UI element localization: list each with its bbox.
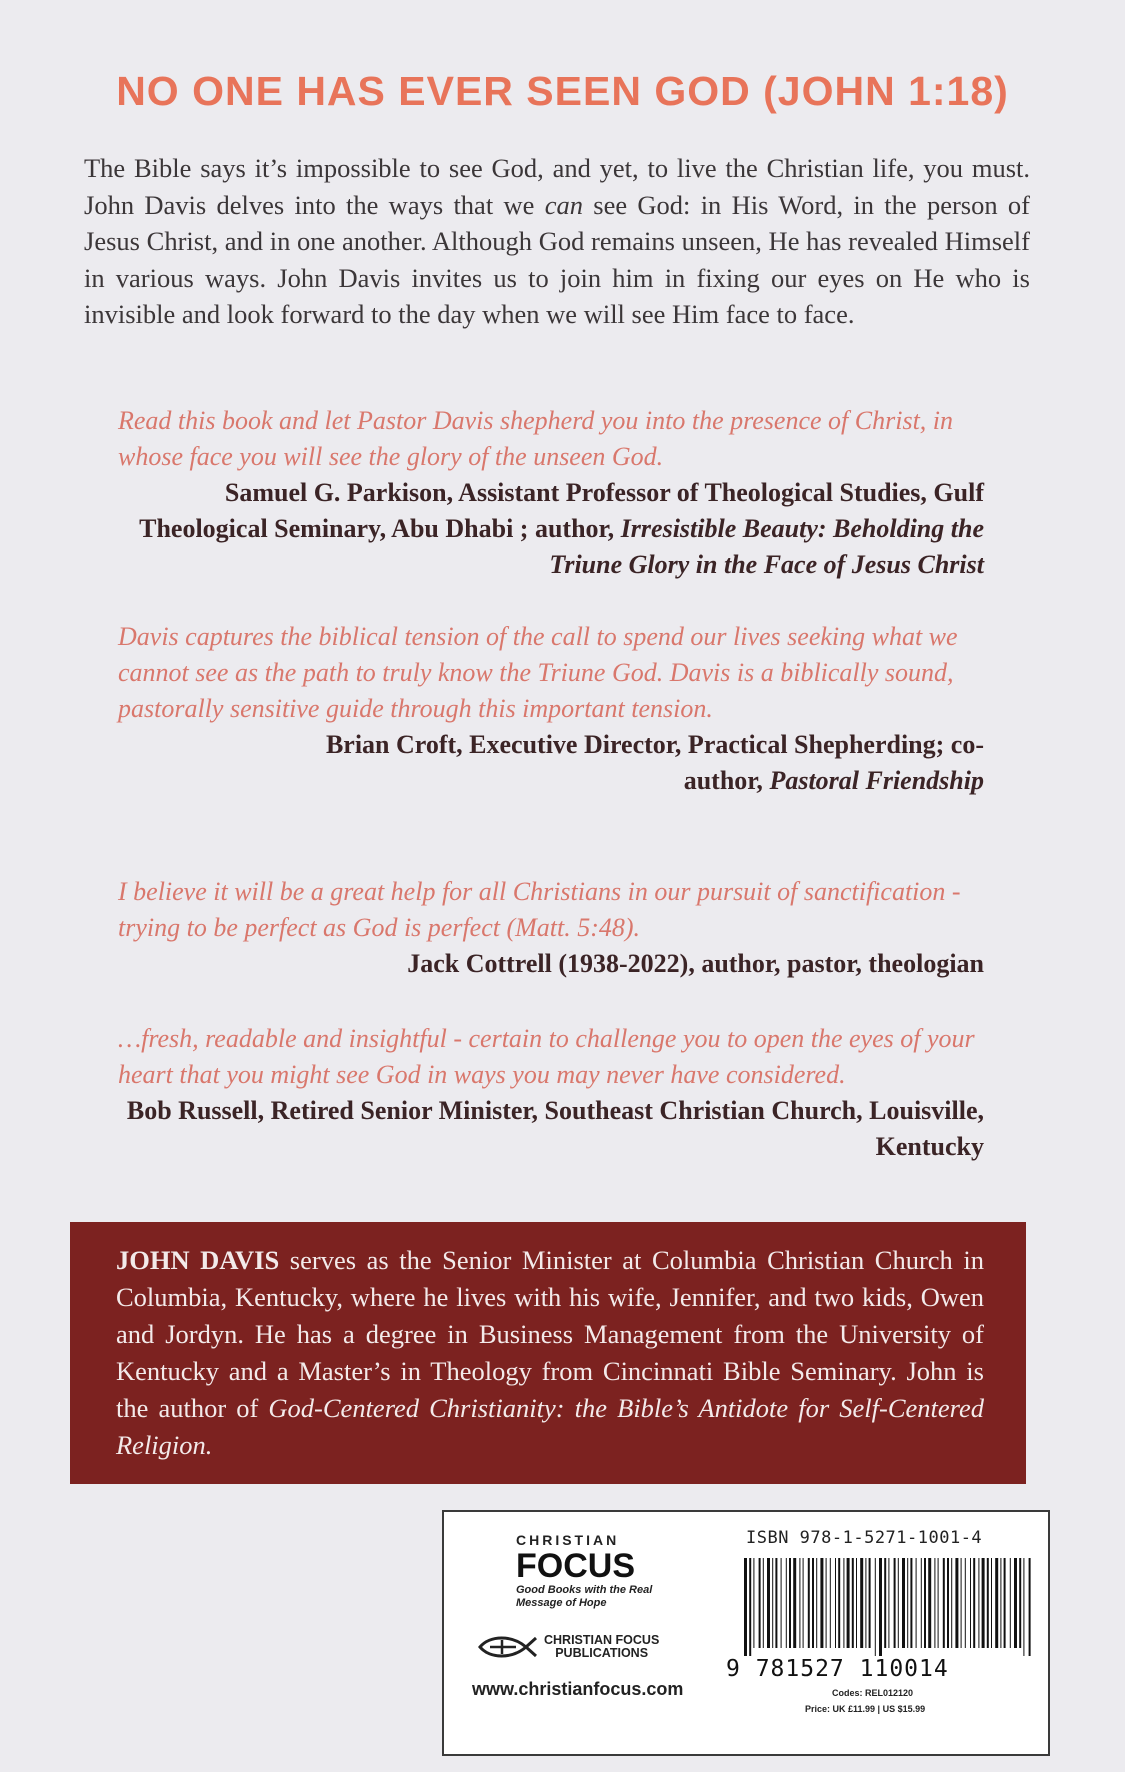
barcode-bar — [961, 1558, 962, 1648]
barcode-bar — [1010, 1558, 1011, 1648]
endorsement-4 — [118, 1021, 984, 1165]
endorsement-quote: Davis captures the biblical tension of the call to spend our lives seeking what we cannot see as the path to truly know the Triune God. Davis is a biblically sound, pastorally sensitive guide through this important tension. — [118, 622, 958, 723]
barcode-bar — [838, 1558, 840, 1648]
page-title: NO ONE HAS EVER SEEN GOD (JOHN 1:18) — [116, 68, 1009, 114]
isbn-label: ISBN 978-1-5271-1001-4 — [746, 1528, 983, 1548]
barcode-bar — [902, 1558, 905, 1648]
barcode-bar — [995, 1558, 998, 1648]
barcode-bar — [924, 1558, 926, 1648]
description-text-2: see God: in His Word, in the person of Jesus Christ, and in one another. Although God remains unseen, He has revealed Himself in various ways. John Davis invites us to join him in fixing our eyes on He who is invisible and look forward to the day when we will see Him face to face. — [84, 189, 1030, 329]
barcode-bar — [803, 1558, 804, 1648]
barcode-bar — [928, 1558, 931, 1648]
barcode-bar — [1000, 1558, 1001, 1648]
barcode-bar — [1029, 1558, 1031, 1656]
barcode-bar — [894, 1558, 896, 1648]
barcode-bar — [910, 1558, 912, 1648]
barcode-bar — [884, 1558, 886, 1648]
barcode-bar — [955, 1558, 958, 1648]
publisher-logo — [476, 1532, 686, 1610]
barcode-bar — [781, 1558, 782, 1648]
barcode-number: 9 781527 110014 — [726, 1656, 949, 1682]
barcode-bar — [965, 1558, 966, 1648]
endorsement-2 — [118, 619, 984, 799]
barcode-bar — [847, 1558, 850, 1648]
barcode-bar — [793, 1558, 796, 1648]
barcode-bar — [916, 1558, 917, 1648]
endorsement-quote: I believe it will be a great help for all Christians in our pursuit of sanctification - trying to be perfect as God is perfect (Matt. 5:48). — [118, 877, 961, 942]
endorsement-attribution: Samuel G. Parkison, Assistant Professor of Theological Studies, Gulf Theological Seminary, Abu Dhabi ; author, Irresistible Beauty: Beholding the Triune Glory in the Face of Jesus Christ — [139, 478, 984, 579]
logo-top-text: CHRISTIAN — [516, 1532, 620, 1548]
barcode-bar — [943, 1558, 945, 1648]
publisher-website: www.christianfocus.com — [472, 1679, 684, 1699]
barcode-bar — [898, 1558, 899, 1648]
endorsement-1 — [118, 403, 984, 583]
barcode-bar — [856, 1558, 857, 1648]
author-bio — [70, 1222, 1026, 1484]
barcode-bar — [808, 1558, 810, 1648]
price-label: Price: UK £11.99 | US $15.99 — [805, 1704, 926, 1714]
barcode-bar — [843, 1558, 844, 1648]
barcode-bar — [907, 1558, 908, 1648]
barcode-bar — [816, 1558, 817, 1648]
author-bio-text: JOHN DAVIS serves as the Senior Minister at Columbia Christian Church in Columbia, Kentucky, where he lives with his wife, Jennifer, and two kids, Owen and Jordyn. He has a degree in Business Management from the University of Kentucky and a Master’s in Theology from Cincinnati Bible Seminary. John is the author of God-Centered Christianity: the Bible’s Antidote for Self-Centered Religion. — [116, 1245, 984, 1460]
endorsement-attribution: Bob Russell, Retired Senior Minister, Southeast Christian Church, Louisville, Kentucky — [126, 1096, 984, 1161]
barcode-bar — [1004, 1558, 1006, 1648]
endorsement-book-title: Irresistible Beauty: Beholding the Triune Glory in the Face of Jesus Christ — [549, 514, 984, 579]
barcode-bar — [934, 1558, 935, 1648]
barcode-bar — [869, 1558, 871, 1648]
author-name: JOHN DAVIS — [116, 1245, 280, 1275]
endorsement-quote: …fresh, readable and insightful - certain to challenge you to open the eyes of your heart that you might see God in ways you may never have considered. — [118, 1024, 975, 1089]
description-emphasis: can — [544, 189, 583, 220]
publisher-imprint — [476, 1632, 659, 1662]
barcode-bar — [786, 1558, 787, 1648]
endorsement-attribution: Jack Cottrell (1938-2022), author, pastor, theologian — [407, 949, 984, 978]
endorsement-quote: Read this book and let Pastor Davis shepherd you into the presence of Christ, in whose face you will see the glory of the unseen God. — [118, 406, 954, 471]
barcode-bar — [799, 1558, 800, 1648]
barcode-bar — [753, 1558, 754, 1648]
barcode-bar — [987, 1558, 989, 1648]
endorsement-3 — [118, 874, 984, 982]
barcode-bar — [921, 1558, 922, 1648]
barcode-bar — [759, 1558, 761, 1648]
logo-main-text: FOCUS — [516, 1547, 635, 1585]
barcode-bar — [830, 1558, 831, 1648]
barcode-bar — [951, 1558, 952, 1648]
barcode-bar — [744, 1558, 747, 1656]
barcode-bar — [1014, 1558, 1017, 1648]
barcode-bar — [767, 1558, 770, 1648]
barcode-bar — [982, 1558, 985, 1648]
fish-icon — [476, 1632, 538, 1662]
barcode-bar — [973, 1558, 975, 1648]
author-book-title: God-Centered Christianity: the Bible’s Antidote for Self-Centered Religion. — [116, 1393, 984, 1460]
barcode-panel — [442, 1510, 1050, 1756]
barcode-bar — [1019, 1558, 1021, 1648]
barcode-bar — [879, 1558, 882, 1656]
barcode-bar — [860, 1558, 863, 1648]
endorsement-attribution: Brian Croft, Executive Director, Practical Shepherding; co-author, Pastoral Friendship — [325, 730, 984, 795]
barcode — [744, 1558, 1034, 1656]
product-codes: Codes: REL012120 — [832, 1688, 914, 1698]
barcode-bar — [865, 1558, 866, 1648]
barcode-bar — [938, 1558, 939, 1648]
book-description — [84, 150, 1030, 333]
barcode-bar — [1023, 1558, 1024, 1656]
barcode-bar — [812, 1558, 814, 1648]
barcode-bar — [875, 1558, 876, 1656]
barcode-bar — [852, 1558, 854, 1648]
description-text-1: The Bible says it’s impossible to see God, and yet, to live the Christian life, you must. John Davis delves into the ways that we — [84, 153, 1030, 220]
barcode-bar — [970, 1558, 971, 1648]
barcode-bar — [789, 1558, 791, 1648]
barcode-bar — [947, 1558, 949, 1648]
barcode-bar — [888, 1558, 889, 1648]
barcode-bar — [991, 1558, 992, 1648]
barcode-bar — [772, 1558, 773, 1648]
barcode-bar — [978, 1558, 979, 1648]
barcode-bar — [749, 1558, 751, 1656]
barcode-bar — [763, 1558, 764, 1648]
barcode-bar — [826, 1558, 827, 1648]
imprint-text: CHRISTIAN FOCUS PUBLICATIONS — [544, 1633, 660, 1660]
barcode-bar — [835, 1558, 836, 1648]
logo-tagline: Good Books with the Real Message of Hope — [516, 1584, 653, 1609]
endorsement-book-title: Pastoral Friendship — [769, 766, 984, 795]
barcode-bar — [775, 1558, 777, 1648]
barcode-bar — [820, 1558, 823, 1648]
